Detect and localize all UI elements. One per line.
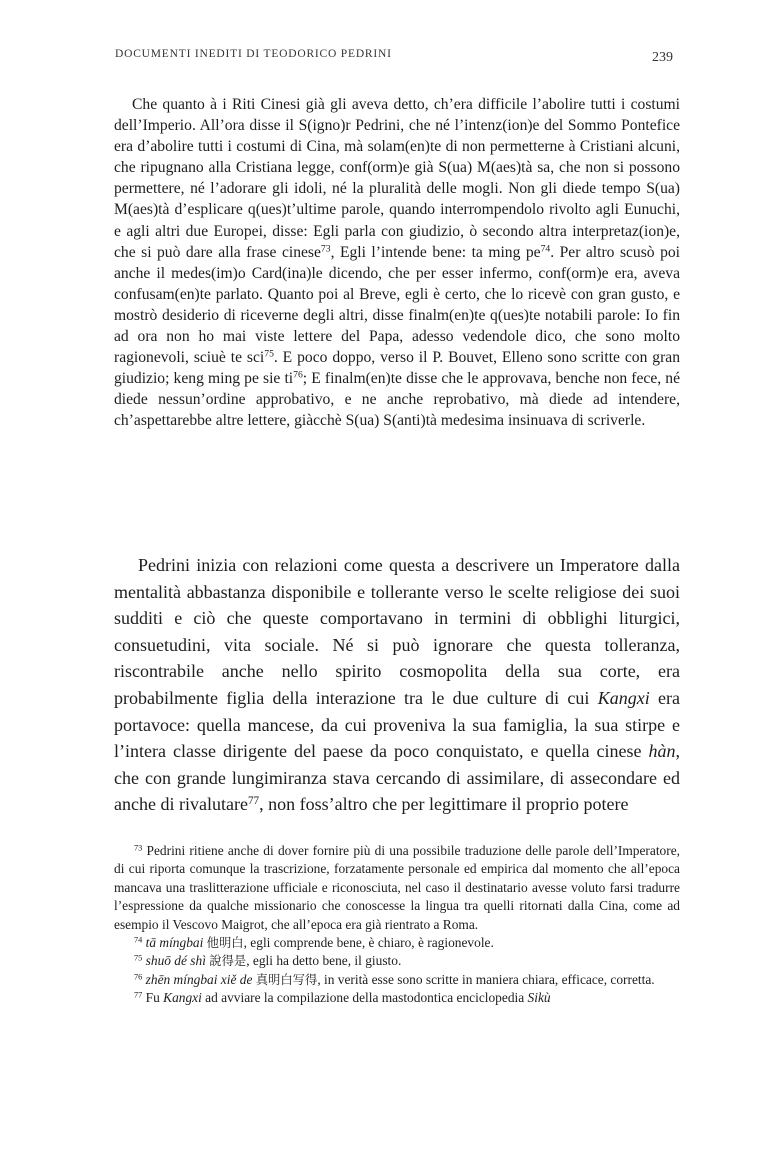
footnote-text: ad avviare la compilazione della mastodontica enciclopedia <box>201 990 528 1006</box>
quote-text: Che quanto à i Riti Cinesi già gli aveva detto, ch’era difficile l’abolire tutti i costumi dell’Imperio. All’ora disse il S(igno)r Pedrini, che né l’intenz(ion)e del Sommo Pontefice era d’abolire tutti i costumi di Cina, mà solam(en)te di non permetterne à Cristiani alcuni, che ripugnano alla Cristiana legge, conf(orm)e già S(ua) M(aes)tà sa, che non si possono permettere, né l’adorare gli idoli, né la pluralità delle mogli. Non gli diede tempo S(ua) M(aes)tà d’esplicare q(ues)t’ultime parole, quando interrompendolo rivolto agli Eunuchi, e agli altri due Europei, disse: Egli parla con giudizio, ò secondo altra interpretaz(ion)e, che si può dare alla frase cinese <box>114 96 680 261</box>
footnote-text: , in verità esse sono scritte in maniera chiara, efficace, corretta. <box>317 971 655 987</box>
pinyin: shuō dé shì <box>145 953 206 969</box>
quote-text: . Per altro scusò poi anche il medes(im)o Card(ina)le dicendo, che per esser infermo, conf(orm)e era, aveva confusam(en)te parlato. Quanto poi al Breve, egli è certo, che lo ricevè con gran gusto, e mostrò desiderio di riceverne degli altri, disse finalm(en)te q(ues)te notabili parole: Io fin ad ora non ho mai viste lettere del Papa, adesso vedendole dico, che sono molto ragionevoli, sciuè te sci <box>114 243 680 367</box>
chinese-characters: 真明白写得 <box>255 972 318 987</box>
pinyin: zhēn míngbai xiě de <box>145 971 253 987</box>
footnote-number: 73 <box>134 843 143 853</box>
footnote-73 <box>114 842 680 934</box>
body-text: Pedrini inizia con relazioni come questa a descrivere un Imperatore dalla mentalità abbastanza disponibile e tollerante verso le scelte religiose dei suoi sudditi e ciò che queste comportavano in termini di obblighi liturgici, consuetudini, vita sociale. Né si può ignorare che questa tolleranza, riscontrabile anche nello spirito cosmopolita della sua corte, era probabilmente figlia della interazione tra le due culture di cui <box>114 555 680 708</box>
main-text <box>114 552 680 818</box>
footnote-text: , egli comprende bene, è chiaro, è ragionevole. <box>243 935 494 951</box>
footnote-ref-75[interactable]: 75 <box>264 348 274 360</box>
quote-text: ; E finalm(en)te disse che le approvava, benche non fece, né diede nessun’ordine approbativo, e ne anche reprobativo, mà diede ad intendere, ch’aspettarebbe altre lettere, giàcchè S(ua) S(anti)tà medesima insinuava di scriverle. <box>114 370 680 430</box>
footnote-number: 74 <box>134 935 143 945</box>
footnote-number: 75 <box>134 953 143 963</box>
footnote-ref-74[interactable]: 74 <box>540 243 551 255</box>
footnote-number: 76 <box>134 972 143 982</box>
running-title: DOCUMENTI INEDITI DI TEODORICO PEDRINI <box>115 48 392 60</box>
footnote-ref-76[interactable]: 76 <box>293 369 303 381</box>
body-text: era portavoce: quella mancese, da cui proveniva la sua famiglia, la sua stirpe e l’intera classe dirigente del paese da poco conquistato, e quella cinese <box>114 687 680 762</box>
footnote-ref-73[interactable]: 73 <box>320 243 331 255</box>
term-siku: Sikù <box>527 990 551 1006</box>
quoted-document <box>114 94 680 432</box>
page-number: 239 <box>652 50 673 65</box>
footnote-76 <box>114 971 680 989</box>
footnote-77 <box>114 989 680 1007</box>
quote-text: . E poco doppo, verso il P. Bouvet, Elleno sono scritte con gran giudizio; keng ming pe sie ti <box>114 349 680 388</box>
body-text: , non foss’altro che per legittimare il proprio potere <box>259 794 629 815</box>
chinese-characters: 他明白 <box>206 936 244 951</box>
footnote-text: Pedrini ritiene anche di dover fornire più di una possibile traduzione delle parole dell’Imperatore, di cui riporta comunque la trascrizione, forzatamente personale ed empirica dal momento che all’epoca mancava una traslitterazione ufficiale e riconosciuta, nel caso il destinatario avesse voluto farsi tradurre l’espressione da qualche missionario che conoscesse la lingua tra quelli ritornati dalla Cina, come ad esempio il Vescovo Maigrot, che all’epoca era già rientrato a Roma. <box>114 843 680 932</box>
pinyin: tā míngbai <box>145 935 204 951</box>
footnotes <box>114 842 680 1008</box>
footnote-number: 77 <box>134 990 143 1000</box>
chinese-characters: 說得是 <box>209 954 247 969</box>
footnote-text: Fu <box>142 990 164 1006</box>
footnote-ref-77[interactable]: 77 <box>247 795 260 808</box>
body-paragraph <box>114 552 680 818</box>
quote-text: , Egli l’intende bene: ta ming pe <box>330 243 541 261</box>
footnote-74 <box>114 934 680 952</box>
body-text: , che con grande lungimiranza stava cercando di assimilare, di assecondare ed anche di rivalutare <box>114 741 680 815</box>
footnote-75 <box>114 952 680 970</box>
footnote-text: , egli ha detto bene, il giusto. <box>246 953 402 969</box>
term-kangxi: Kangxi <box>597 687 650 708</box>
term-han: hàn <box>648 741 676 762</box>
quote-paragraph <box>114 94 680 432</box>
term-kangxi: Kangxi <box>163 990 202 1006</box>
